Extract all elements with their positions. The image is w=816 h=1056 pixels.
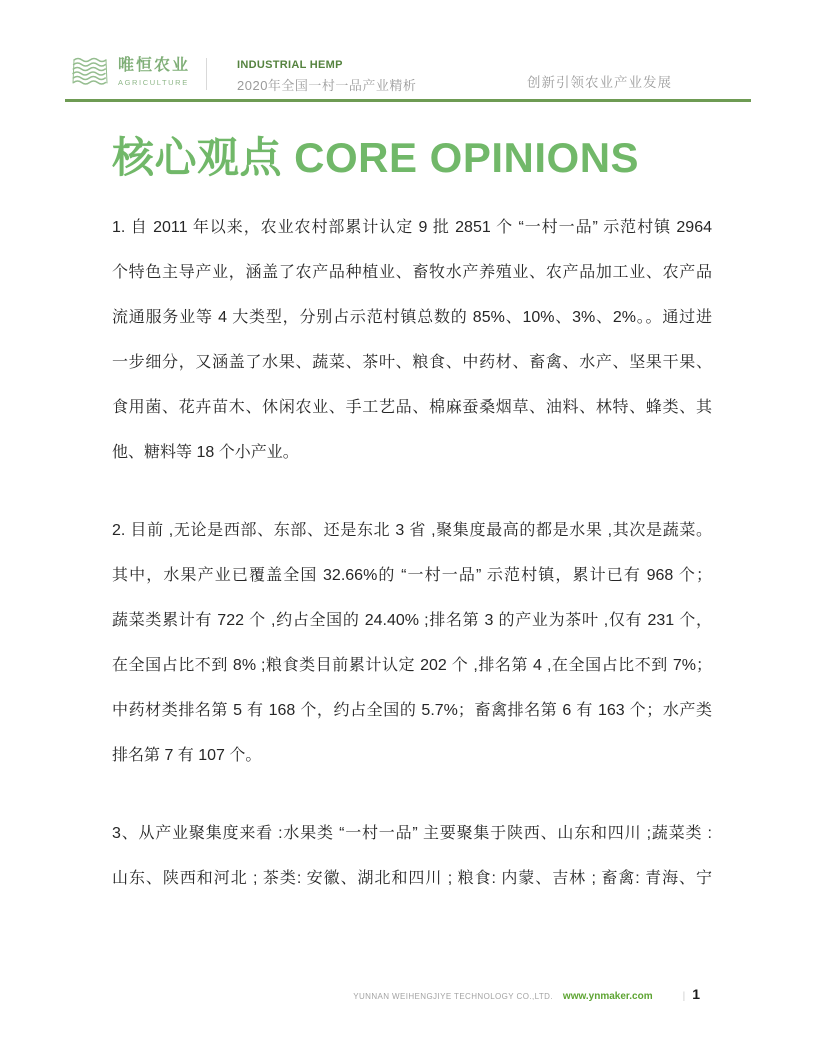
paragraph-line: 食用菌、花卉苗木、休闲农业、手工艺品、棉麻蚕桑烟草、油料、林特、蜂类、其 (112, 399, 712, 416)
footer-company: YUNNAN WEIHENGJIYE TECHNOLOGY CO.,LTD. (353, 992, 553, 1001)
page-footer (353, 986, 700, 1002)
page-number: 1 (692, 986, 700, 1002)
logo-name-en: AGRICULTURE (118, 78, 189, 87)
paragraph-line: 流通服务业等 4 大类型，分别占示范村镇总数的 85%、10%、3%、2%。。通过进 (112, 309, 712, 326)
body-paragraphs (112, 205, 712, 901)
report-series (237, 59, 416, 94)
company-logo (71, 55, 190, 89)
paragraph-line: 中药材类排名第 5 有 168 个，约占全国的 5.7%；畜禽排名第 6 有 163 个；水产类 (112, 702, 712, 719)
series-title-en: INDUSTRIAL HEMP (237, 59, 343, 71)
logo-name-cn: 唯恒农业 (118, 57, 191, 74)
header-rule (65, 99, 751, 102)
paragraph-line: 排名第 7 有 107 个。 (112, 747, 262, 764)
page-content (112, 133, 712, 934)
paragraph (112, 811, 712, 901)
page-title: 核心观点 CORE OPINIONS (112, 134, 640, 181)
footer-separator: | (682, 991, 686, 1002)
paragraph-line: 2. 目前 ,无论是西部、东部、还是东北 3 省 ,聚集度最高的都是水果 ,其次是蔬菜。 (112, 522, 712, 539)
paragraph-line: 其中，水果产业已覆盖全国 32.66%的 “一村一品” 示范村镇，累计已有 968 个； (112, 567, 712, 584)
paragraph-line: 蔬菜类累计有 722 个 ,约占全国的 24.40% ;排名第 3 的产业为茶叶 ,仅有 231 个， (112, 612, 712, 629)
paragraph-line: 3、从产业聚集度来看 :水果类 “一村一品” 主要聚集于陕西、山东和四川 ;蔬菜类 : (112, 825, 712, 842)
paragraph-line: 个特色主导产业，涵盖了农产品种植业、畜牧水产养殖业、农产品加工业、农产品 (112, 264, 712, 281)
paragraph-line: 1. 自 2011 年以来，农业农村部累计认定 9 批 2851 个 “一村一品” 示范村镇 2964 (112, 219, 712, 236)
page-header (0, 0, 816, 104)
paragraph-line: 在全国占比不到 8% ;粮食类目前累计认定 202 个 ,排名第 4 ,在全国占比不到 7%； (112, 657, 712, 674)
footer-website-link[interactable]: www.ynmaker.com (562, 991, 653, 1002)
paragraph-line: 他、糖料等 18 个小产业。 (112, 444, 299, 461)
header-divider (206, 58, 207, 90)
paragraph-line: 一步细分，又涵盖了水果、蔬菜、茶叶、粮食、中药材、畜禽、水产、坚果干果、 (112, 354, 712, 371)
series-title-cn: 2020年全国一村一品产业精析 (237, 78, 417, 93)
header-slogan: 创新引领农业产业发展 (527, 75, 672, 90)
paragraph (112, 508, 712, 778)
logo-text (118, 55, 190, 87)
paragraph (112, 205, 712, 475)
paragraph-line: 山东、陕西和河北 ; 茶类: 安徽、湖北和四川 ; 粮食: 内蒙、吉林 ; 畜禽: 青海、宁 (112, 870, 712, 887)
book-waves-logo-icon (71, 55, 111, 89)
